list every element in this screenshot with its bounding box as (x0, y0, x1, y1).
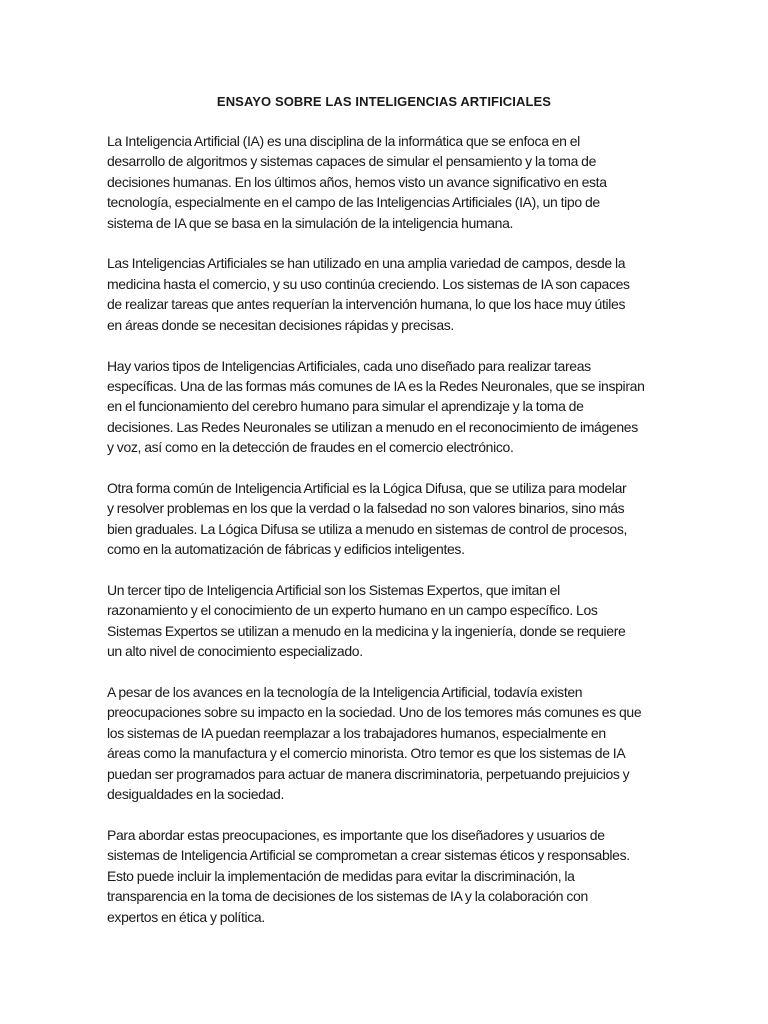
paragraph-line: razonamiento y el conocimiento de un experto humano en un campo específico. Los (107, 602, 598, 619)
paragraph-line: Hay varios tipos de Inteligencias Artificiales, cada uno diseñado para realizar tareas (107, 357, 591, 374)
document-body (107, 131, 667, 947)
paragraph-line: en áreas donde se necesitan decisiones rápidas y precisas. (107, 316, 454, 333)
paragraph (107, 253, 667, 335)
paragraph-line: Esto puede incluir la implementación de medidas para evitar la discriminación, la (107, 867, 575, 884)
paragraph-line: en el funcionamiento del cerebro humano para simular el aprendizaje y la toma de (107, 398, 584, 415)
paragraph-line: preocupaciones sobre su impacto en la sociedad. Uno de los temores más comunes es que (107, 704, 642, 721)
paragraph-line: Para abordar estas preocupaciones, es importante que los diseñadores y usuarios de (107, 826, 605, 843)
paragraph-line: sistema de IA que se basa en la simulación de la inteligencia humana. (107, 214, 514, 231)
paragraph-line: transparencia en la toma de decisiones de los sistemas de IA y la colaboración con (107, 888, 588, 905)
paragraph-line: expertos en ética y política. (107, 908, 265, 925)
paragraph-line: bien graduales. La Lógica Difusa se utiliza a menudo en sistemas de control de procesos, (107, 520, 628, 537)
paragraph-line: medicina hasta el comercio, y su uso continúa creciendo. Los sistemas de IA son capaces (107, 275, 630, 292)
paragraph (107, 131, 667, 233)
paragraph-line: tecnología, especialmente en el campo de las Inteligencias Artificiales (IA), un tipo de (107, 194, 600, 211)
paragraph-line: Un tercer tipo de Inteligencia Artificial son los Sistemas Expertos, que imitan el (107, 582, 560, 599)
paragraph-line: sistemas de Inteligencia Artificial se comprometan a crear sistemas éticos y responsables. (107, 847, 630, 864)
paragraph-line: A pesar de los avances en la tecnología de la Inteligencia Artificial, todavía existen (107, 684, 583, 701)
paragraph-line: desigualdades en la sociedad. (107, 786, 285, 803)
paragraph-line: Otra forma común de Inteligencia Artificial es la Lógica Difusa, que se utiliza para modelar (107, 479, 627, 496)
paragraph-line: los sistemas de IA puedan reemplazar a los trabajadores humanos, especialmente en (107, 724, 606, 741)
paragraph-line: decisiones. Las Redes Neuronales se utilizan a menudo en el reconocimiento de imágenes (107, 418, 638, 435)
paragraph-line: decisiones humanas. En los últimos años, hemos visto un avance significativo en esta (107, 173, 607, 190)
paragraph-line: específicas. Una de las formas más comunes de IA es la Redes Neuronales, que se inspiran (107, 377, 645, 394)
paragraph-line: desarrollo de algoritmos y sistemas capaces de simular el pensamiento y la toma de (107, 153, 597, 170)
paragraph-line: puedan ser programados para actuar de manera discriminatoria, perpetuando prejuicios y (107, 765, 630, 782)
paragraph (107, 825, 667, 927)
paragraph (107, 682, 667, 804)
paragraph-line: Sistemas Expertos se utilizan a menudo en la medicina y la ingeniería, donde se requiere (107, 622, 626, 639)
paragraph-line: y voz, así como en la detección de fraudes en el comercio electrónico. (107, 439, 514, 456)
paragraph-line: La Inteligencia Artificial (IA) es una disciplina de la informática que se enfoca en el (107, 133, 580, 149)
paragraph (107, 580, 667, 662)
paragraph-line: áreas como la manufactura y el comercio minorista. Otro temor es que los sistemas de IA (107, 745, 626, 762)
paragraph (107, 356, 667, 458)
paragraph-line: un alto nivel de conocimiento especializado. (107, 643, 363, 660)
paragraph (107, 478, 667, 560)
paragraph-line: como en la automatización de fábricas y edificios inteligentes. (107, 541, 465, 558)
paragraph-line: de realizar tareas que antes requerían la intervención humana, lo que los hace muy útiles (107, 296, 626, 313)
paragraph-line: Las Inteligencias Artificiales se han utilizado en una amplia variedad de campos, desde la (107, 255, 626, 272)
document-title: ENSAYO SOBRE LAS INTELIGENCIAS ARTIFICIALES (216, 94, 552, 109)
paragraph-line: y resolver problemas en los que la verdad o la falsedad no son valores binarios, sino más (107, 500, 625, 517)
